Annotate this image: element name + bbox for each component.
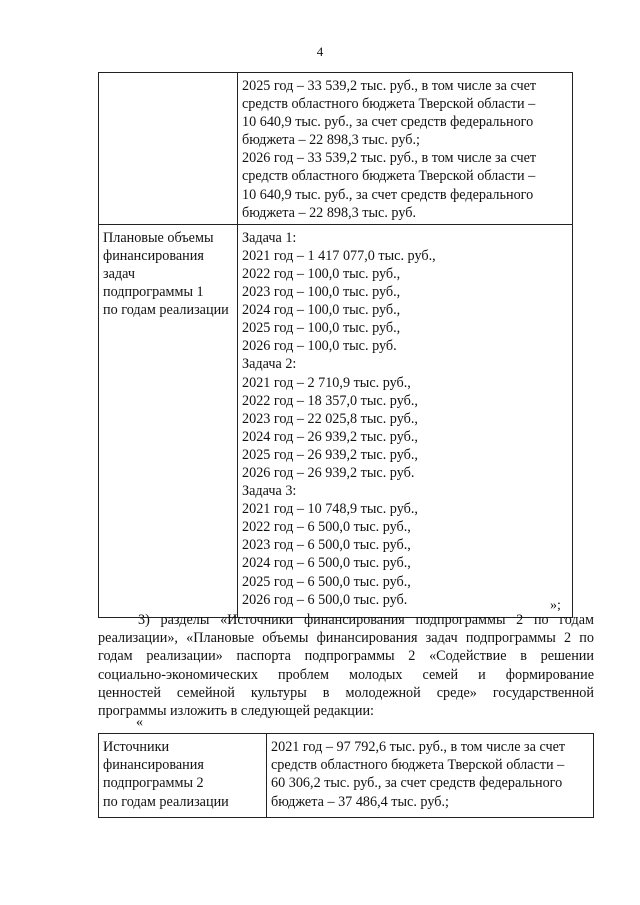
text-line: 2026 год – 100,0 тыс. руб. — [242, 338, 397, 355]
text-line: 2025 год – 26 939,2 тыс. руб., — [242, 446, 418, 463]
text-line: ценностей семейной культуры в молодежной среде» государственной — [98, 684, 594, 701]
text-line: 2026 год – 33 539,2 тыс. руб., в том числе за счет — [242, 150, 537, 167]
financing-table-1 — [98, 72, 573, 618]
text-line: 2022 год – 6 500,0 тыс. руб., — [242, 519, 411, 536]
text-line: финансирования — [103, 757, 204, 774]
table-row — [99, 734, 594, 818]
page-number: 4 — [316, 44, 324, 59]
text-line: 10 640,9 тыс. руб., за счет средств федерального — [242, 114, 534, 131]
text-line: Задача 2: — [242, 356, 297, 373]
text-line: 2021 год – 97 792,6 тыс. руб., в том числе за счет — [271, 739, 566, 755]
text-line: Задача 3: — [242, 483, 297, 500]
amendment-paragraph — [98, 611, 594, 720]
text-line: реализации», «Плановые объемы финансирования задач подпрограммы 2 по — [98, 630, 594, 647]
text-line: 2025 год – 6 500,0 тыс. руб., — [242, 573, 411, 590]
text-line: по годам реализации — [103, 793, 229, 810]
text-line: финансирования — [103, 247, 204, 264]
text-line: 2022 год – 100,0 тыс. руб., — [242, 265, 401, 282]
text-line: задач — [103, 265, 135, 282]
opening-quote: « — [136, 715, 143, 730]
text-line: средств областного бюджета Тверской области – — [271, 757, 565, 774]
text-line: средств областного бюджета Тверской области – — [242, 168, 536, 185]
text-line: 2023 год – 22 025,8 тыс. руб., — [242, 410, 418, 427]
table-cell-financing-2025-2026 — [238, 73, 573, 225]
text-line: бюджета – 37 486,4 тыс. руб.; — [271, 793, 449, 810]
text-line: 2025 год – 100,0 тыс. руб., — [242, 320, 401, 337]
text-line: 2021 год – 10 748,9 тыс. руб., — [242, 501, 418, 518]
text-line: по годам реализации — [103, 302, 229, 319]
text-line: социально-экономических проблем молодых семей и формирование — [98, 666, 594, 683]
table-cell-label-sources — [99, 734, 267, 818]
closing-quote: »; — [550, 598, 561, 613]
text-line: Источники — [103, 739, 170, 755]
text-line: подпрограммы 2 — [103, 775, 204, 792]
table-cell-financing-2021 — [267, 734, 594, 818]
text-line: 60 306,2 тыс. руб., за счет средств федерального — [271, 775, 563, 792]
text-line: 2026 год – 26 939,2 тыс. руб. — [242, 464, 415, 481]
table-row — [99, 224, 573, 617]
text-line: Задача 1: — [242, 229, 297, 246]
table-row — [99, 73, 573, 225]
text-line: 2021 год – 2 710,9 тыс. руб., — [242, 374, 411, 391]
text-line: 2024 год – 6 500,0 тыс. руб., — [242, 555, 411, 572]
text-line: 2022 год – 18 357,0 тыс. руб., — [242, 392, 418, 409]
text-line: Плановые объемы — [103, 229, 214, 246]
table-cell-tasks-by-year — [238, 224, 573, 617]
text-line: 2023 год – 6 500,0 тыс. руб., — [242, 537, 411, 554]
text-line: средств областного бюджета Тверской области – — [242, 96, 536, 113]
financing-table-2 — [98, 733, 594, 818]
text-line: 2021 год – 1 417 077,0 тыс. руб., — [242, 247, 436, 264]
text-line: подпрограммы 1 — [103, 284, 204, 301]
table-cell-label-planned-volumes — [99, 224, 238, 617]
text-line: программы изложить в следующей редакции: — [98, 703, 374, 720]
text-line: 2024 год – 26 939,2 тыс. руб., — [242, 428, 418, 445]
text-line: бюджета – 22 898,3 тыс. руб.; — [242, 132, 420, 149]
text-line: годам реализации» паспорта подпрограммы 2 «Содействие в решении — [98, 648, 594, 665]
text-line: 3) разделы «Источники финансирования подпрограммы 2 по годам — [138, 612, 594, 628]
text-line: 2023 год – 100,0 тыс. руб., — [242, 284, 401, 301]
text-line: бюджета – 22 898,3 тыс. руб. — [242, 204, 416, 221]
table-cell-empty — [99, 73, 238, 225]
text-line: 10 640,9 тыс. руб., за счет средств федерального — [242, 186, 534, 203]
text-line: 2024 год – 100,0 тыс. руб., — [242, 302, 401, 319]
text-line: 2026 год – 6 500,0 тыс. руб. — [242, 591, 408, 608]
text-line: 2025 год – 33 539,2 тыс. руб., в том числе за счет — [242, 78, 537, 94]
